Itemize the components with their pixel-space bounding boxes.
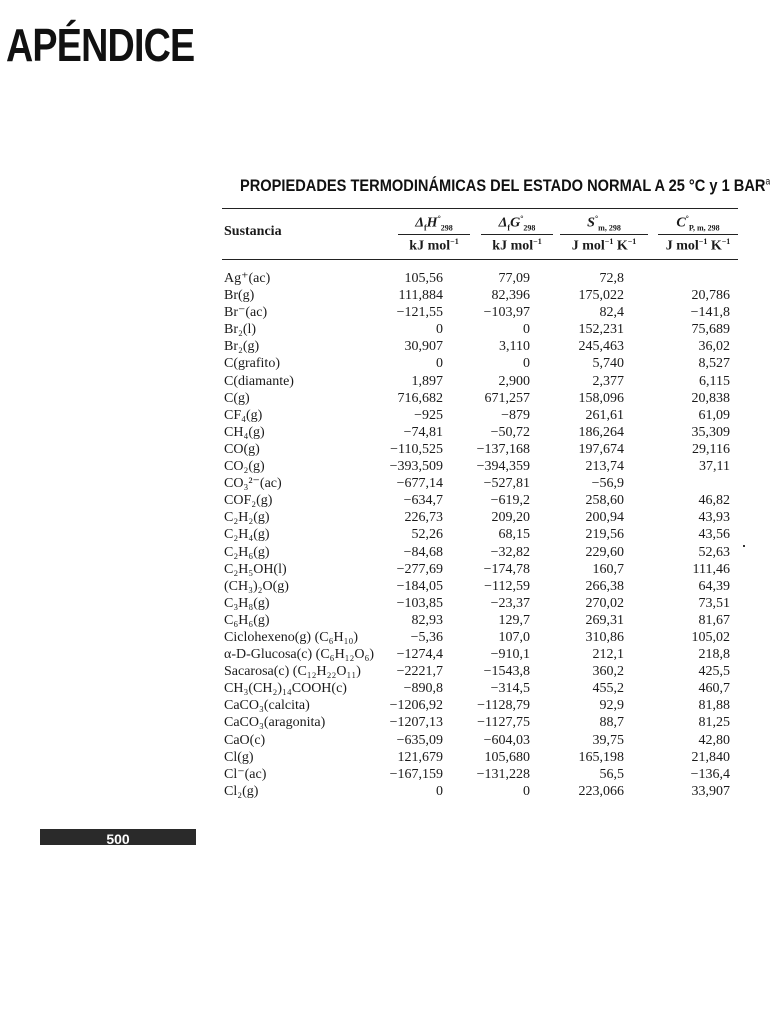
table-row [0, 663, 768, 680]
cell-heat-capacity: 75,689 [691, 322, 730, 338]
cell-substance: CH₃(CH₂)₁₄COOH(c) [224, 681, 347, 697]
cell-enthalpy: −84,68 [403, 544, 443, 560]
cell-gibbs: −879 [501, 407, 530, 423]
cell-enthalpy: 121,679 [397, 749, 443, 765]
cell-gibbs: −23,37 [490, 595, 530, 611]
cell-entropy: 270,02 [585, 595, 624, 611]
cell-enthalpy: −2221,7 [396, 664, 443, 680]
cell-heat-capacity: 460,7 [698, 681, 730, 697]
cell-heat-capacity: 6,115 [699, 373, 730, 389]
cell-substance: C(g) [224, 390, 250, 406]
cell-entropy: 200,94 [585, 510, 624, 526]
table-row [0, 407, 768, 424]
cell-enthalpy: 105,56 [404, 271, 443, 286]
cell-enthalpy: 111,884 [398, 288, 443, 304]
cell-entropy: 2,377 [592, 373, 624, 389]
table-row [0, 766, 768, 783]
cell-heat-capacity: 61,09 [698, 407, 730, 423]
cell-gibbs: 82,396 [491, 288, 530, 304]
cell-enthalpy: −635,09 [396, 732, 443, 748]
cell-heat-capacity: 43,56 [698, 527, 730, 543]
cell-heat-capacity: 46,82 [698, 493, 730, 509]
table-title [240, 176, 770, 196]
cell-heat-capacity: 37,11 [699, 459, 730, 475]
enthalpy-symbol: $\Delta_fH^\circ_{298}$ [415, 214, 453, 233]
table-title-footnote-mark: a [765, 176, 770, 188]
cell-enthalpy: 0 [436, 783, 443, 799]
cell-heat-capacity: 218,8 [698, 647, 730, 663]
table-row [0, 680, 768, 697]
cell-entropy: 212,1 [592, 647, 624, 663]
table-row [0, 304, 768, 321]
cell-enthalpy: −74,81 [403, 424, 443, 440]
cell-substance: CH₄(g) [224, 424, 265, 440]
cell-substance: Ag⁺(ac) [224, 271, 271, 286]
cell-entropy: 158,096 [578, 390, 624, 406]
cell-gibbs: −314,5 [490, 681, 530, 697]
cell-entropy: 186,264 [578, 424, 624, 440]
cell-gibbs: 0 [523, 783, 530, 799]
cell-enthalpy: −890,8 [403, 681, 443, 697]
scan-speck [743, 545, 745, 547]
cell-entropy: 56,5 [599, 766, 624, 782]
column-header-sustancia: Sustancia [224, 224, 282, 239]
cell-enthalpy: −103,85 [396, 595, 443, 611]
cell-enthalpy: −634,7 [403, 493, 443, 509]
cell-substance: CaCO₃(aragonita) [224, 715, 326, 731]
table-row [0, 783, 768, 800]
cell-gibbs: −112,59 [484, 578, 530, 594]
table-row [0, 578, 768, 595]
table-row [0, 509, 768, 526]
cell-enthalpy: −167,159 [389, 766, 443, 782]
cell-entropy: 165,198 [578, 749, 624, 765]
cell-enthalpy: −925 [414, 407, 443, 423]
cell-gibbs: −1127,75 [477, 715, 530, 731]
cell-substance: Br⁻(ac) [224, 305, 268, 321]
cell-heat-capacity: 425,5 [698, 664, 730, 680]
cell-heat-capacity: 52,63 [698, 544, 730, 560]
cell-enthalpy: 0 [436, 356, 443, 372]
table-row [0, 749, 768, 766]
cell-substance: Cl(g) [224, 749, 254, 765]
cell-entropy: 92,9 [599, 698, 624, 714]
cell-enthalpy: 0 [436, 322, 443, 338]
cell-entropy: 152,231 [578, 322, 624, 338]
cell-entropy: 245,463 [578, 339, 624, 355]
cell-substance: Br₂(g) [224, 339, 260, 355]
page-number-bar [40, 829, 196, 845]
cell-heat-capacity: 21,840 [691, 749, 730, 765]
cell-gibbs: 0 [523, 356, 530, 372]
cell-substance: CF₄(g) [224, 407, 263, 423]
cell-heat-capacity: −141,8 [690, 305, 730, 321]
cell-gibbs: −394,359 [476, 459, 530, 475]
cell-gibbs: −50,72 [490, 424, 530, 440]
cell-entropy: 455,2 [592, 681, 624, 697]
cell-heat-capacity: 43,93 [698, 510, 730, 526]
cell-gibbs: 0 [523, 322, 530, 338]
cell-entropy: 269,31 [585, 612, 624, 628]
cell-gibbs: −604,03 [483, 732, 530, 748]
cell-entropy: 213,74 [585, 459, 624, 475]
cell-substance: C(diamante) [224, 373, 294, 389]
cell-heat-capacity: 8,527 [698, 356, 730, 372]
cell-substance: Br₂(l) [224, 322, 257, 338]
column-header-entropy [560, 214, 648, 255]
table-row [0, 646, 768, 663]
cell-entropy: 82,4 [599, 305, 624, 321]
cell-enthalpy: 1,897 [411, 373, 443, 389]
cell-entropy: 261,61 [585, 407, 624, 423]
table-row [0, 475, 768, 492]
cell-enthalpy: 30,907 [404, 339, 443, 355]
cell-entropy: 72,8 [599, 271, 624, 286]
cell-substance: C₂H₅OH(l) [224, 561, 287, 577]
cell-gibbs: 68,15 [498, 527, 530, 543]
cell-enthalpy: −184,05 [396, 578, 443, 594]
cell-entropy: 160,7 [592, 561, 624, 577]
cell-heat-capacity: 81,25 [698, 715, 730, 731]
cell-substance: α-D-Glucosa(c) (C₆H₁₂O₆) [224, 647, 375, 663]
cell-gibbs: −174,78 [483, 561, 530, 577]
cell-heat-capacity: −136,4 [690, 766, 730, 782]
cell-enthalpy: 226,73 [404, 510, 443, 526]
column-header-enthalpy [398, 214, 470, 255]
cell-gibbs: 105,680 [484, 749, 530, 765]
table-row [0, 595, 768, 612]
cell-enthalpy: 52,26 [411, 527, 443, 543]
table-row [0, 612, 768, 629]
cell-heat-capacity: 33,907 [691, 783, 730, 799]
cell-substance: CaCO₃(calcita) [224, 698, 310, 714]
cell-heat-capacity: 35,309 [691, 424, 730, 440]
cell-entropy: 223,066 [578, 783, 624, 799]
cell-entropy: 229,60 [585, 544, 624, 560]
cell-heat-capacity: 105,02 [691, 629, 730, 645]
cell-substance: C₆H₆(g) [224, 612, 270, 628]
cell-heat-capacity: 111,46 [692, 561, 730, 577]
table-row [0, 629, 768, 646]
table-row [0, 492, 768, 509]
cell-gibbs: 671,257 [484, 390, 530, 406]
cell-entropy: 360,2 [592, 664, 624, 680]
cell-entropy: 88,7 [599, 715, 624, 731]
cell-entropy: 5,740 [592, 356, 624, 372]
cell-substance: (CH₃)₂O(g) [224, 578, 289, 594]
gibbs-symbol: $\Delta_fG^\circ_{298}$ [498, 214, 536, 233]
cell-gibbs: 3,110 [499, 339, 530, 355]
cell-substance: CaO(c) [224, 732, 266, 748]
table-row [0, 441, 768, 458]
cell-heat-capacity: 64,39 [698, 578, 730, 594]
table-title-text: PROPIEDADES TERMODINÁMICAS DEL ESTADO NORMAL A 25 °C y 1 BAR [240, 176, 766, 195]
table-row [0, 287, 768, 304]
table-row [0, 424, 768, 441]
cell-entropy: −56,9 [591, 476, 624, 492]
cell-enthalpy: −110,525 [390, 441, 443, 457]
cell-gibbs: 209,20 [491, 510, 530, 526]
heat-capacity-unit: J mol$^{-1}$ $K^{-1}$ [658, 234, 738, 255]
cell-substance: C₂H₂(g) [224, 510, 270, 526]
cell-substance: C(grafito) [224, 356, 280, 372]
cell-gibbs: −131,228 [476, 766, 530, 782]
cell-gibbs: −1128,79 [477, 698, 530, 714]
table-row [0, 321, 768, 338]
cell-heat-capacity: 42,80 [698, 732, 730, 748]
cell-heat-capacity: 81,88 [698, 698, 730, 714]
cell-substance: Cl₂(g) [224, 783, 259, 799]
cell-substance: C₂H₆(g) [224, 544, 270, 560]
cell-enthalpy: 82,93 [411, 612, 443, 628]
cell-gibbs: −103,97 [483, 305, 530, 321]
cell-entropy: 219,56 [585, 527, 624, 543]
cell-enthalpy: −1207,13 [389, 715, 443, 731]
cell-gibbs: −137,168 [476, 441, 530, 457]
table-row [0, 373, 768, 390]
cell-entropy: 197,674 [578, 441, 624, 457]
cell-substance: Ciclohexeno(g) (C₆H₁₀) [224, 629, 358, 645]
table-row [0, 458, 768, 475]
cell-enthalpy: −121,55 [396, 305, 443, 321]
table-row [0, 355, 768, 372]
table-row [0, 390, 768, 407]
cell-substance: COF₂(g) [224, 493, 273, 509]
table-body [0, 270, 768, 800]
cell-enthalpy: −1274,4 [396, 647, 443, 663]
cell-gibbs: −910,1 [490, 647, 530, 663]
cell-enthalpy: −5,36 [410, 629, 443, 645]
cell-enthalpy: −277,69 [396, 561, 443, 577]
cell-substance: C₂H₄(g) [224, 527, 270, 543]
cell-heat-capacity: 20,786 [691, 288, 730, 304]
cell-substance: Br(g) [224, 288, 255, 304]
cell-heat-capacity: 73,51 [698, 595, 730, 611]
cell-substance: Sacarosa(c) (C₁₂H₂₂O₁₁) [224, 664, 361, 680]
cell-substance: CO₂(g) [224, 459, 265, 475]
cell-gibbs: −619,2 [490, 493, 530, 509]
cell-enthalpy: −1206,92 [389, 698, 443, 714]
column-header-heat-capacity [658, 214, 738, 255]
cell-gibbs: −527,81 [483, 476, 530, 492]
cell-gibbs: −32,82 [490, 544, 530, 560]
cell-enthalpy: −393,509 [389, 459, 443, 475]
page-number: 500 [106, 831, 130, 847]
cell-heat-capacity: 20,838 [691, 390, 730, 406]
table-top-rule [222, 208, 738, 209]
appendix-heading: APÉNDICE [6, 19, 195, 71]
table-row [0, 714, 768, 731]
table-row [0, 338, 768, 355]
cell-heat-capacity: 29,116 [692, 441, 730, 457]
cell-gibbs: 2,900 [498, 373, 530, 389]
cell-substance: CO(g) [224, 441, 260, 457]
cell-heat-capacity: 36,02 [698, 339, 730, 355]
table-row [0, 526, 768, 543]
cell-entropy: 39,75 [592, 732, 624, 748]
table-row [0, 561, 768, 578]
table-row [0, 544, 768, 561]
gibbs-unit: kJ mol$^{-1}$ [481, 234, 553, 255]
cell-entropy: 175,022 [578, 288, 624, 304]
cell-heat-capacity: 81,67 [698, 612, 730, 628]
table-row [0, 732, 768, 749]
enthalpy-unit: kJ mol$^{-1}$ [398, 234, 470, 255]
table-row [0, 697, 768, 714]
cell-gibbs: −1543,8 [483, 664, 530, 680]
cell-entropy: 310,86 [585, 629, 624, 645]
entropy-symbol: $S^\circ_{m, 298}$ [587, 214, 621, 233]
cell-gibbs: 107,0 [498, 629, 530, 645]
cell-enthalpy: −677,14 [396, 476, 443, 492]
cell-entropy: 258,60 [585, 493, 624, 509]
cell-substance: CO₃²⁻(ac) [224, 476, 282, 492]
cell-enthalpy: 716,682 [397, 390, 443, 406]
cell-gibbs: 77,09 [498, 271, 530, 286]
cell-gibbs: 129,7 [498, 612, 530, 628]
cell-substance: Cl⁻(ac) [224, 766, 267, 782]
cell-entropy: 266,38 [585, 578, 624, 594]
table-row [0, 270, 768, 287]
cell-substance: C₃H₈(g) [224, 595, 270, 611]
entropy-unit: J mol$^{-1}$ $K^{-1}$ [560, 234, 648, 255]
heat-capacity-symbol: $C^\circ_{P, m, 298}$ [676, 214, 720, 233]
column-header-gibbs [481, 214, 553, 255]
table-header-rule [222, 259, 738, 260]
